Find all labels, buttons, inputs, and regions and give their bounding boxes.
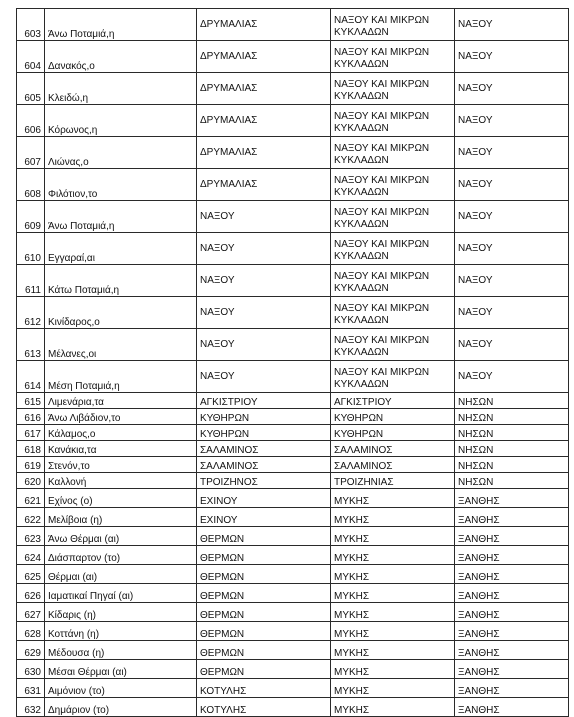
prefecture-cell: ΝΑΞΟΥ ΚΑΙ ΜΙΚΡΩΝ ΚΥΚΛΑΔΩΝ: [331, 361, 455, 393]
row-number: 632: [17, 698, 45, 717]
prefecture-cell: ΜΥΚΗΣ: [331, 603, 455, 622]
table-row: [17, 137, 569, 169]
settlement-name: Κανάκια,τα: [45, 441, 197, 457]
settlement-name: Αιμόνιον (το): [45, 679, 197, 698]
region-cell: ΞΑΝΘΗΣ: [455, 489, 569, 508]
municipality-cell: ΝΑΞΟΥ: [197, 265, 331, 297]
table-row: [17, 584, 569, 603]
row-number: 617: [17, 425, 45, 441]
municipality-cell: ΤΡΟΙΖΗΝΟΣ: [197, 473, 331, 489]
row-number: 611: [17, 265, 45, 297]
prefecture-cell: ΜΥΚΗΣ: [331, 698, 455, 717]
region-cell: ΝΑΞΟΥ: [455, 73, 569, 105]
row-number: 618: [17, 441, 45, 457]
region-cell: ΝΗΣΩΝ: [455, 425, 569, 441]
settlement-name: Άνω Θέρμαι (αι): [45, 527, 197, 546]
settlement-name: Εγγαραί,αι: [45, 233, 197, 265]
row-number: 616: [17, 409, 45, 425]
prefecture-cell: ΜΥΚΗΣ: [331, 622, 455, 641]
municipality-cell: ΘΕΡΜΩΝ: [197, 546, 331, 565]
municipality-cell: ΔΡΥΜΑΛΙΑΣ: [197, 9, 331, 41]
row-number: 607: [17, 137, 45, 169]
region-cell: ΝΑΞΟΥ: [455, 233, 569, 265]
table-row: [17, 393, 569, 409]
prefecture-cell: ΜΥΚΗΣ: [331, 641, 455, 660]
municipality-cell: ΚΟΤΥΛΗΣ: [197, 698, 331, 717]
prefecture-cell: ΝΑΞΟΥ ΚΑΙ ΜΙΚΡΩΝ ΚΥΚΛΑΔΩΝ: [331, 73, 455, 105]
table-body: [17, 9, 569, 717]
region-cell: ΝΑΞΟΥ: [455, 137, 569, 169]
region-cell: ΝΑΞΟΥ: [455, 265, 569, 297]
municipality-cell: ΕΧΙΝΟΥ: [197, 489, 331, 508]
table-row: [17, 201, 569, 233]
prefecture-cell: ΜΥΚΗΣ: [331, 527, 455, 546]
municipality-cell: ΚΟΤΥΛΗΣ: [197, 679, 331, 698]
settlement-name: Κίδαρις (η): [45, 603, 197, 622]
municipality-cell: ΝΑΞΟΥ: [197, 233, 331, 265]
table-row: [17, 679, 569, 698]
region-cell: ΝΑΞΟΥ: [455, 361, 569, 393]
prefecture-cell: ΜΥΚΗΣ: [331, 489, 455, 508]
row-number: 610: [17, 233, 45, 265]
row-number: 605: [17, 73, 45, 105]
settlement-name: Άνω Λιβάδιον,το: [45, 409, 197, 425]
table-row: [17, 489, 569, 508]
region-cell: ΝΑΞΟΥ: [455, 297, 569, 329]
table-row: [17, 329, 569, 361]
table-row: [17, 9, 569, 41]
table-row: [17, 425, 569, 441]
prefecture-cell: ΜΥΚΗΣ: [331, 546, 455, 565]
prefecture-cell: ΣΑΛΑΜΙΝΟΣ: [331, 441, 455, 457]
settlement-name: Μέδουσα (η): [45, 641, 197, 660]
table-row: [17, 546, 569, 565]
prefecture-cell: ΚΥΘΗΡΩΝ: [331, 425, 455, 441]
table-row: [17, 508, 569, 527]
municipality-cell: ΘΕΡΜΩΝ: [197, 584, 331, 603]
prefecture-cell: ΜΥΚΗΣ: [331, 660, 455, 679]
settlement-name: Μέλανες,οι: [45, 329, 197, 361]
settlement-name: Κάτω Ποταμιά,η: [45, 265, 197, 297]
prefecture-cell: ΝΑΞΟΥ ΚΑΙ ΜΙΚΡΩΝ ΚΥΚΛΑΔΩΝ: [331, 169, 455, 201]
table-row: [17, 169, 569, 201]
region-cell: ΝΑΞΟΥ: [455, 41, 569, 73]
row-number: 606: [17, 105, 45, 137]
row-number: 620: [17, 473, 45, 489]
region-cell: ΞΑΝΘΗΣ: [455, 622, 569, 641]
table-row: [17, 265, 569, 297]
region-cell: ΞΑΝΘΗΣ: [455, 603, 569, 622]
prefecture-cell: ΝΑΞΟΥ ΚΑΙ ΜΙΚΡΩΝ ΚΥΚΛΑΔΩΝ: [331, 105, 455, 137]
prefecture-cell: ΜΥΚΗΣ: [331, 565, 455, 584]
table-row: [17, 297, 569, 329]
prefecture-cell: ΝΑΞΟΥ ΚΑΙ ΜΙΚΡΩΝ ΚΥΚΛΑΔΩΝ: [331, 297, 455, 329]
settlement-name: Θέρμαι (αι): [45, 565, 197, 584]
municipality-cell: ΝΑΞΟΥ: [197, 297, 331, 329]
prefecture-cell: ΝΑΞΟΥ ΚΑΙ ΜΙΚΡΩΝ ΚΥΚΛΑΔΩΝ: [331, 329, 455, 361]
region-cell: ΞΑΝΘΗΣ: [455, 641, 569, 660]
row-number: 630: [17, 660, 45, 679]
row-number: 619: [17, 457, 45, 473]
row-number: 631: [17, 679, 45, 698]
municipality-cell: ΘΕΡΜΩΝ: [197, 622, 331, 641]
settlements-table: [16, 8, 569, 717]
settlement-name: Κινίδαρος,ο: [45, 297, 197, 329]
table-row: [17, 73, 569, 105]
row-number: 628: [17, 622, 45, 641]
prefecture-cell: ΝΑΞΟΥ ΚΑΙ ΜΙΚΡΩΝ ΚΥΚΛΑΔΩΝ: [331, 233, 455, 265]
prefecture-cell: ΝΑΞΟΥ ΚΑΙ ΜΙΚΡΩΝ ΚΥΚΛΑΔΩΝ: [331, 9, 455, 41]
row-number: 625: [17, 565, 45, 584]
prefecture-cell: ΝΑΞΟΥ ΚΑΙ ΜΙΚΡΩΝ ΚΥΚΛΑΔΩΝ: [331, 265, 455, 297]
prefecture-cell: ΑΓΚΙΣΤΡΙΟΥ: [331, 393, 455, 409]
table-row: [17, 641, 569, 660]
settlement-name: Κλειδώ,η: [45, 73, 197, 105]
municipality-cell: ΔΡΥΜΑΛΙΑΣ: [197, 169, 331, 201]
settlement-name: Φιλότιον,το: [45, 169, 197, 201]
table-row: [17, 565, 569, 584]
municipality-cell: ΘΕΡΜΩΝ: [197, 603, 331, 622]
table-row: [17, 233, 569, 265]
municipality-cell: ΝΑΞΟΥ: [197, 329, 331, 361]
row-number: 624: [17, 546, 45, 565]
municipality-cell: ΝΑΞΟΥ: [197, 361, 331, 393]
region-cell: ΝΗΣΩΝ: [455, 473, 569, 489]
row-number: 604: [17, 41, 45, 73]
region-cell: ΞΑΝΘΗΣ: [455, 584, 569, 603]
region-cell: ΝΑΞΟΥ: [455, 9, 569, 41]
settlement-name: Εχίνος (ο): [45, 489, 197, 508]
settlement-name: Μέση Ποταμιά,η: [45, 361, 197, 393]
settlement-name: Στενόν,το: [45, 457, 197, 473]
table-row: [17, 473, 569, 489]
region-cell: ΝΗΣΩΝ: [455, 457, 569, 473]
region-cell: ΝΑΞΟΥ: [455, 169, 569, 201]
prefecture-cell: ΝΑΞΟΥ ΚΑΙ ΜΙΚΡΩΝ ΚΥΚΛΑΔΩΝ: [331, 201, 455, 233]
row-number: 629: [17, 641, 45, 660]
settlement-name: Κόρωνος,η: [45, 105, 197, 137]
row-number: 623: [17, 527, 45, 546]
row-number: 622: [17, 508, 45, 527]
prefecture-cell: ΝΑΞΟΥ ΚΑΙ ΜΙΚΡΩΝ ΚΥΚΛΑΔΩΝ: [331, 137, 455, 169]
municipality-cell: ΔΡΥΜΑΛΙΑΣ: [197, 105, 331, 137]
municipality-cell: ΔΡΥΜΑΛΙΑΣ: [197, 41, 331, 73]
region-cell: ΝΗΣΩΝ: [455, 409, 569, 425]
settlement-name: Άνω Ποταμιά,η: [45, 201, 197, 233]
region-cell: ΝΗΣΩΝ: [455, 393, 569, 409]
row-number: 612: [17, 297, 45, 329]
settlement-name: Διάσπαρτον (το): [45, 546, 197, 565]
region-cell: ΝΗΣΩΝ: [455, 441, 569, 457]
settlement-name: Μέσαι Θέρμαι (αι): [45, 660, 197, 679]
settlement-name: Λιώνας,ο: [45, 137, 197, 169]
municipality-cell: ΘΕΡΜΩΝ: [197, 527, 331, 546]
row-number: 603: [17, 9, 45, 41]
region-cell: ΝΑΞΟΥ: [455, 105, 569, 137]
prefecture-cell: ΜΥΚΗΣ: [331, 584, 455, 603]
settlement-name: Δημάριον (το): [45, 698, 197, 717]
table-row: [17, 457, 569, 473]
settlement-name: Ιαματικαί Πηγαί (αι): [45, 584, 197, 603]
row-number: 609: [17, 201, 45, 233]
settlement-name: Καλλονή: [45, 473, 197, 489]
table-row: [17, 660, 569, 679]
region-cell: ΞΑΝΘΗΣ: [455, 508, 569, 527]
region-cell: ΞΑΝΘΗΣ: [455, 679, 569, 698]
table-row: [17, 603, 569, 622]
region-cell: ΞΑΝΘΗΣ: [455, 546, 569, 565]
municipality-cell: ΣΑΛΑΜΙΝΟΣ: [197, 441, 331, 457]
table-row: [17, 41, 569, 73]
municipality-cell: ΘΕΡΜΩΝ: [197, 641, 331, 660]
row-number: 615: [17, 393, 45, 409]
municipality-cell: ΘΕΡΜΩΝ: [197, 660, 331, 679]
prefecture-cell: ΚΥΘΗΡΩΝ: [331, 409, 455, 425]
region-cell: ΝΑΞΟΥ: [455, 329, 569, 361]
prefecture-cell: ΝΑΞΟΥ ΚΑΙ ΜΙΚΡΩΝ ΚΥΚΛΑΔΩΝ: [331, 41, 455, 73]
region-cell: ΞΑΝΘΗΣ: [455, 698, 569, 717]
municipality-cell: ΔΡΥΜΑΛΙΑΣ: [197, 137, 331, 169]
settlement-name: Μελίβοια (η): [45, 508, 197, 527]
table-row: [17, 441, 569, 457]
settlement-name: Κοττάνη (η): [45, 622, 197, 641]
region-cell: ΝΑΞΟΥ: [455, 201, 569, 233]
table-row: [17, 527, 569, 546]
municipality-cell: ΣΑΛΑΜΙΝΟΣ: [197, 457, 331, 473]
row-number: 614: [17, 361, 45, 393]
region-cell: ΞΑΝΘΗΣ: [455, 527, 569, 546]
table-row: [17, 105, 569, 137]
municipality-cell: ΑΓΚΙΣΤΡΙΟΥ: [197, 393, 331, 409]
row-number: 627: [17, 603, 45, 622]
municipality-cell: ΝΑΞΟΥ: [197, 201, 331, 233]
prefecture-cell: ΜΥΚΗΣ: [331, 679, 455, 698]
municipality-cell: ΕΧΙΝΟΥ: [197, 508, 331, 527]
region-cell: ΞΑΝΘΗΣ: [455, 565, 569, 584]
municipality-cell: ΔΡΥΜΑΛΙΑΣ: [197, 73, 331, 105]
table-row: [17, 622, 569, 641]
region-cell: ΞΑΝΘΗΣ: [455, 660, 569, 679]
settlement-name: Δανακός,ο: [45, 41, 197, 73]
row-number: 621: [17, 489, 45, 508]
row-number: 613: [17, 329, 45, 361]
settlement-name: Κάλαμος,ο: [45, 425, 197, 441]
prefecture-cell: ΣΑΛΑΜΙΝΟΣ: [331, 457, 455, 473]
table-row: [17, 361, 569, 393]
prefecture-cell: ΜΥΚΗΣ: [331, 508, 455, 527]
row-number: 626: [17, 584, 45, 603]
municipality-cell: ΚΥΘΗΡΩΝ: [197, 409, 331, 425]
municipality-cell: ΘΕΡΜΩΝ: [197, 565, 331, 584]
row-number: 608: [17, 169, 45, 201]
municipality-cell: ΚΥΘΗΡΩΝ: [197, 425, 331, 441]
prefecture-cell: ΤΡΟΙΖΗΝΙΑΣ: [331, 473, 455, 489]
settlement-name: Άνω Ποταμιά,η: [45, 9, 197, 41]
table-row: [17, 409, 569, 425]
table-row: [17, 698, 569, 717]
settlement-name: Λιμενάρια,τα: [45, 393, 197, 409]
